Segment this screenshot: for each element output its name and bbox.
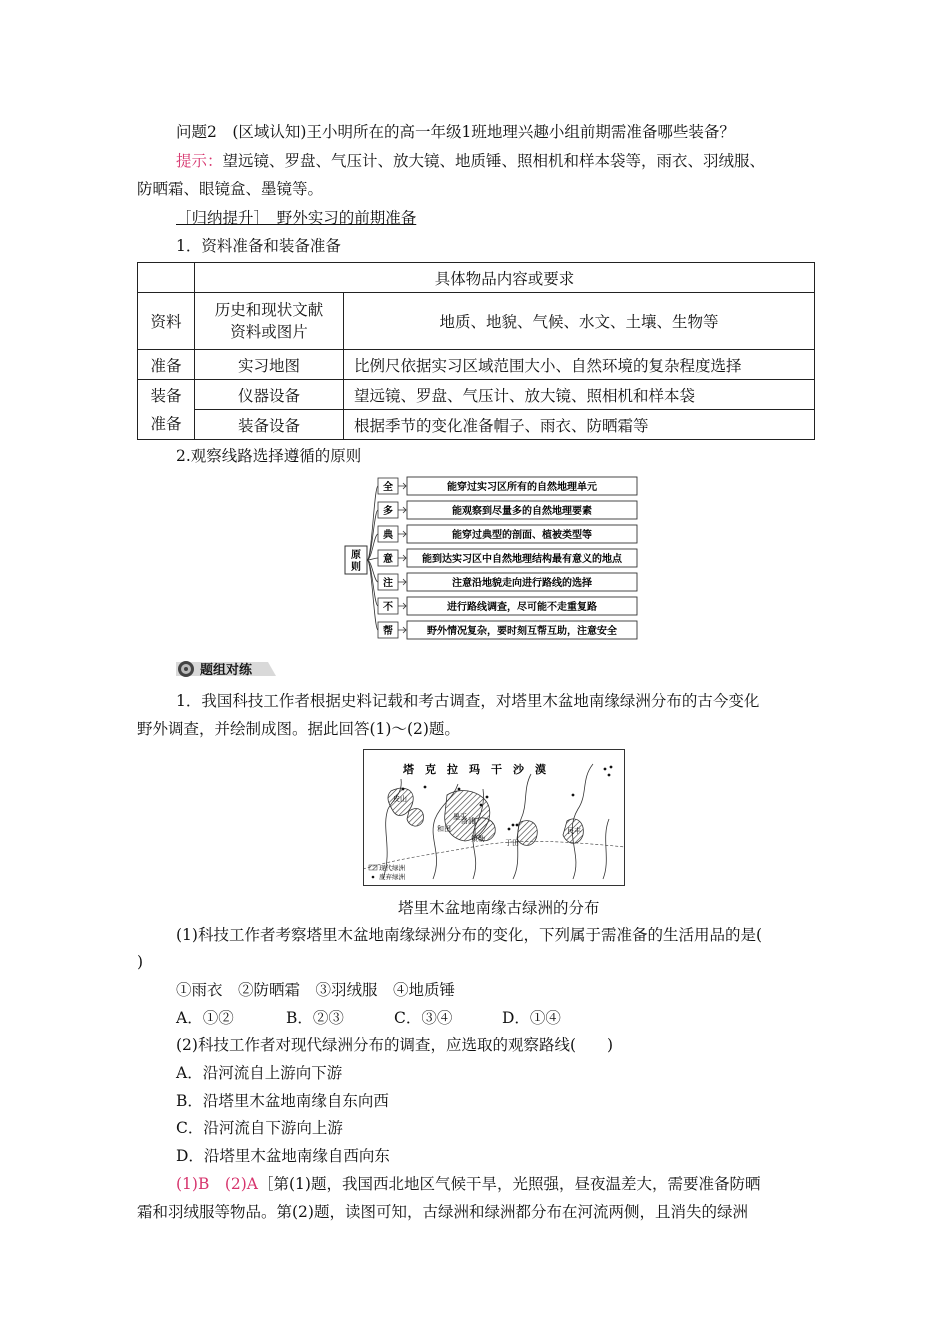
place-label: 策勒 (471, 835, 485, 843)
principle-rows (367, 477, 637, 639)
sub-question-2: (2)科技工作者对现代绿洲分布的调查，应选取的观察路线( ) (176, 1036, 614, 1054)
answer-label: (1)B (2)A (176, 1175, 258, 1193)
hint-text-1: 望远镜、罗盘、气压计、放大镜、地质锤、照相机和样本袋等，雨衣、羽绒服、 (222, 152, 766, 170)
answer-line-1 (176, 1173, 760, 1195)
answer-text-1: ［第(1)题，我国西北地区气候干旱，光照强，昼夜温差大，需要准备防晒 (258, 1175, 761, 1193)
principle-key: 注 (383, 578, 393, 589)
item-cell: 实习地图 (195, 350, 344, 380)
root-label-2: 则 (351, 562, 361, 573)
problem-1-line-1: 1．我国科技工作者根据史料记载和考古调查，对塔里木盆地南缘绿洲分布的古今变化 (176, 692, 760, 710)
principles-diagram (340, 474, 640, 646)
sub-1-option-d: D．①④ (502, 1009, 561, 1027)
table-row (138, 293, 815, 350)
arrow-icon (398, 627, 406, 633)
principle-key: 不 (383, 602, 393, 613)
col1-cell: 准备 (138, 350, 195, 380)
col1-cell: 装备 准备 (138, 380, 195, 440)
arrow-icon (398, 483, 406, 489)
sub-1-option-c: C．③④ (394, 1009, 453, 1027)
sub-2-option-a: A．沿河流自上游向下游 (176, 1064, 343, 1082)
hint-label: 提示： (176, 152, 223, 170)
hint-line-2: 防晒霜、眼镜盒、墨镜等。 (137, 180, 324, 198)
arrow-icon (398, 555, 406, 561)
map-caption: 塔里木盆地南缘古绿洲的分布 (398, 899, 600, 917)
sub-2-option-d: D．沿塔里木盆地南缘自西向东 (176, 1147, 390, 1165)
answer-line-2: 霜和羽绒服等物品。第(2)题，读图可知，古绿洲和绿洲都分布在河流两侧，且消失的绿洲 (137, 1203, 748, 1221)
legend-abandoned: 废弃绿洲 (379, 873, 405, 881)
table-header: 具体物品内容或要求 (195, 263, 815, 293)
section-2-title: 2.观察线路选择遵循的原则 (176, 447, 362, 465)
sub-2-option-b: B．沿塔里木盆地南缘自东向西 (176, 1092, 389, 1110)
hint-line-1 (176, 150, 765, 172)
principle-key: 帮 (383, 626, 393, 637)
arrow-icon (398, 603, 406, 609)
problem-1-line-2: 野外调查，并绘制成图。据此回答(1)～(2)题。 (137, 720, 460, 738)
exercise-banner (176, 660, 276, 678)
sub-question-1-line-2: ) (137, 953, 144, 971)
principle-text: 能到达实习区中自然地理结构最有意义的地点 (422, 554, 622, 565)
sub-question-1-line-1: (1)科技工作者考察塔里木盆地南缘绿洲分布的变化，下列属于需准备的生活用品的是( (176, 926, 763, 944)
map-title: 塔 克 拉 玛 干 沙 漠 (403, 763, 546, 776)
item-cell: 历史和现状文献 资料或图片 (195, 293, 344, 350)
principle-key: 全 (383, 482, 393, 493)
sub-2-option-c: C．沿河流自下游向上游 (176, 1119, 343, 1137)
requirement-cell: 比例尺依据实习区域范围大小、自然环境的复杂程度选择 (344, 350, 815, 380)
principle-text: 野外情况复杂，要时刻互帮互助，注意安全 (427, 626, 617, 637)
principle-text: 注意沿地貌走向进行路线的选择 (452, 578, 592, 589)
place-label: 墨玉 (453, 813, 467, 821)
principle-text: 能穿过典型的剖面、植被类型等 (452, 530, 592, 541)
sub-1-option-a: A．①② (176, 1009, 234, 1027)
place-label: 洛浦 (461, 817, 475, 825)
table-header-row (138, 263, 815, 293)
question-2: 问题2 (区域认知)王小明所在的高一年级1班地理兴趣小组前期需准备哪些装备？ (176, 123, 735, 141)
preparation-table (137, 262, 815, 440)
place-label: 民丰 (567, 827, 581, 835)
connector-line (367, 510, 378, 560)
table-row (138, 380, 815, 410)
arrow-icon (398, 579, 406, 585)
sub-question-1-items: ①雨衣 ②防晒霜 ③羽绒服 ④地质锤 (176, 981, 456, 999)
principle-text: 能观察到尽量多的自然地理要素 (452, 506, 592, 517)
summary-heading: ［归纳提升］ 野外实习的前期准备 (176, 209, 417, 227)
table-row (138, 410, 815, 440)
requirement-cell: 望远镜、罗盘、气压计、放大镜、照相机和样本袋 (344, 380, 815, 410)
connector-line (367, 560, 378, 606)
principle-key: 多 (383, 506, 393, 517)
requirement-cell: 根据季节的变化准备帽子、雨衣、防晒霜等 (344, 410, 815, 440)
arrow-icon (398, 507, 406, 513)
banner-text: 题组对练 (200, 663, 253, 678)
principle-key: 意 (383, 554, 393, 565)
principle-text: 能穿过实习区所有的自然地理单元 (447, 482, 597, 493)
col1-cell: 资料 (138, 293, 195, 350)
requirement-cell: 地质、地貌、气候、水文、土壤、生物等 (344, 293, 815, 350)
table-row (138, 350, 815, 380)
oasis-yutian (517, 821, 537, 846)
root-label-1: 原 (351, 550, 361, 561)
item-cell: 装备设备 (195, 410, 344, 440)
place-label: 皮山 (393, 795, 407, 803)
oasis (407, 809, 423, 826)
principle-key: 典 (383, 530, 393, 541)
place-label: 于田 (505, 839, 519, 847)
legend-modern: 现代绿洲 (379, 864, 405, 872)
principle-text: 进行路线调查，尽可能不走重复路 (447, 602, 597, 613)
section-1-title: 1．资料准备和装备准备 (176, 237, 341, 255)
item-cell: 仪器设备 (195, 380, 344, 410)
oasis-map (363, 749, 625, 886)
place-label: 和田 (437, 825, 451, 833)
sub-1-option-b: B．②③ (286, 1009, 344, 1027)
arrow-icon (398, 531, 406, 537)
legend-abandoned-dot (372, 876, 375, 879)
legend-modern-swatch (369, 865, 377, 870)
